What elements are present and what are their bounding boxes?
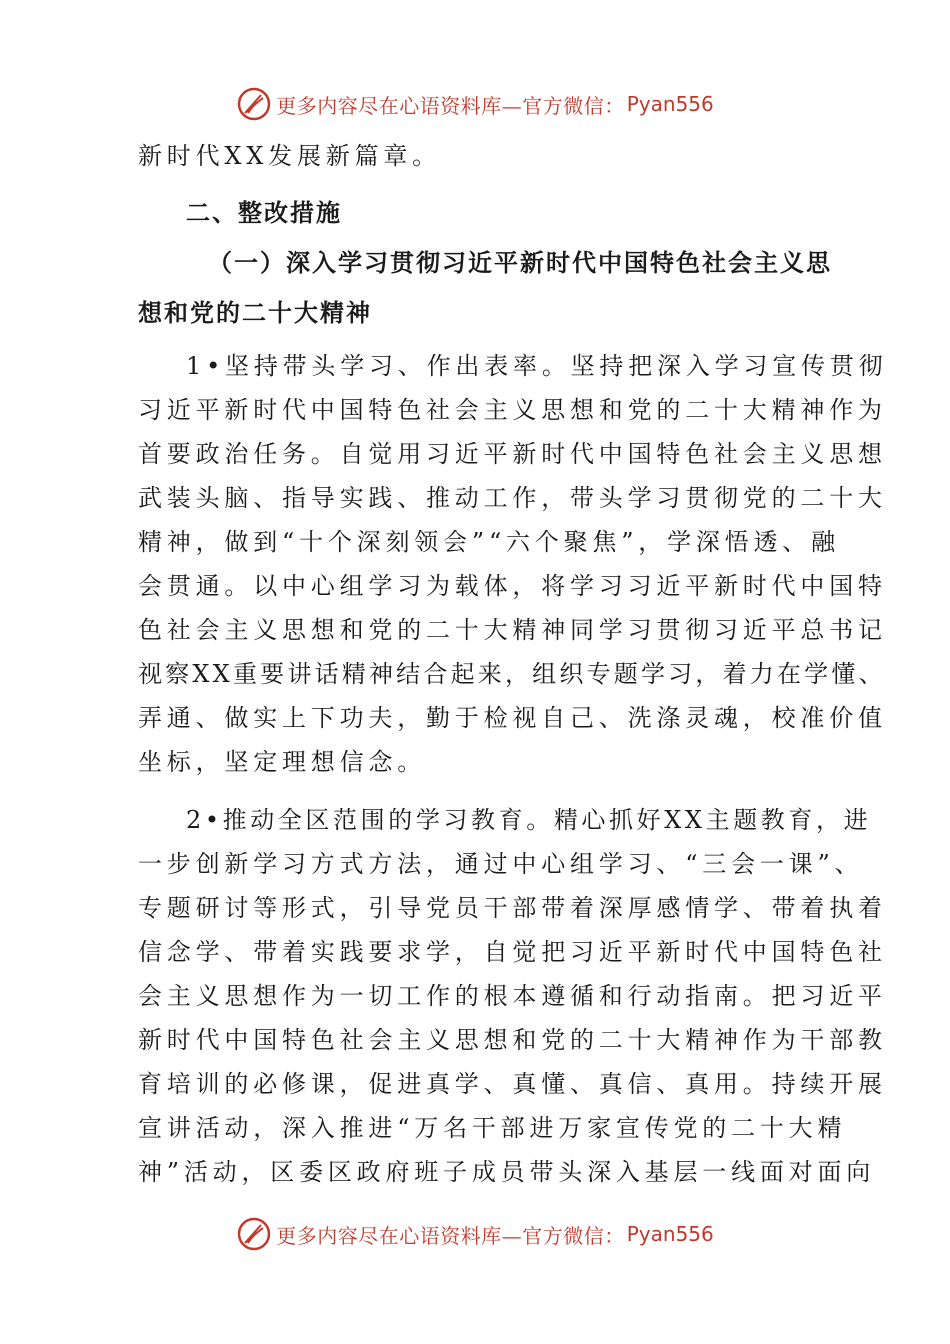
paragraph-line: 1•坚持带头学习、作出表率。坚持把深入学习宣传贯彻 <box>186 352 888 380</box>
paragraph-line: 会贯通。以中心组学习为载体，将学习习近平新时代中国特 <box>138 572 887 600</box>
quill-logo-icon <box>236 86 272 122</box>
footer-watermark <box>0 1214 950 1254</box>
paragraph-line: 首要政治任务。自觉用习近平新时代中国特色社会主义思想 <box>138 440 887 468</box>
quill-logo-icon <box>236 1216 272 1252</box>
watermark-text: 更多内容尽在心语资料库—官方微信： <box>276 1223 625 1248</box>
paragraph-line: 习近平新时代中国特色社会主义思想和党的二十大精神作为 <box>138 396 887 424</box>
paragraph-line: 坐标，坚定理想信念。 <box>138 748 426 776</box>
paragraph-line: 信念学、带着实践要求学，自觉把习近平新时代中国特色社 <box>138 938 887 966</box>
paragraph-line: 专题研讨等形式，引导党员干部带着深厚感情学、带着执着 <box>138 894 887 922</box>
continuation-line: 新时代XX发展新篇章。 <box>138 142 441 170</box>
paragraph-line: 视察XX重要讲话精神结合起来，组织专题学习，着力在学懂、 <box>138 660 886 688</box>
paragraph-line: 新时代中国特色社会主义思想和党的二十大精神作为干部教 <box>138 1026 887 1054</box>
watermark-wechat-id: Pyan556 <box>626 92 714 116</box>
document-body <box>138 134 888 1194</box>
paragraph-line: 2•推动全区范围的学习教育。精心抓好XX主题教育，进 <box>186 806 872 834</box>
watermark-text: 更多内容尽在心语资料库—官方微信： <box>276 93 625 118</box>
paragraph-1 <box>138 344 888 784</box>
section-heading: 二、整改措施 <box>186 199 342 227</box>
subsection-heading-line-2: 想和党的二十大精神 <box>138 299 372 327</box>
paragraph-line: 弄通、做实上下功夫，勤于检视自己、洗涤灵魂，校准价值 <box>138 704 887 732</box>
paragraph-line: 武装头脑、指导实践、推动工作，带头学习贯彻党的二十大 <box>138 484 887 512</box>
paragraph-2 <box>138 798 887 1194</box>
paragraph-line: 会主义思想作为一切工作的根本遵循和行动指南。把习近平 <box>138 982 887 1010</box>
paragraph-line: 育培训的必修课，促进真学、真懂、真信、真用。持续开展 <box>138 1070 887 1098</box>
paragraph-line: 宣讲活动，深入推进“万名干部进万家宣传党的二十大精 <box>138 1114 847 1142</box>
paragraph-line: 一步创新学习方式方法，通过中心组学习、“三会一课”、 <box>138 850 864 878</box>
paragraph-line: 色社会主义思想和党的二十大精神同学习贯彻习近平总书记 <box>138 616 887 644</box>
paragraph-line: 神”活动，区委区政府班子成员带头深入基层一线面对面向 <box>138 1158 876 1186</box>
watermark-wechat-id: Pyan556 <box>626 1222 714 1246</box>
paragraph-line: 精神，做到“十个深刻领会”“六个聚焦”，学深悟透、融 <box>138 528 840 556</box>
subsection-heading-line-1: （一）深入学习贯彻习近平新时代中国特色社会主义思 <box>208 249 832 277</box>
header-watermark <box>0 84 950 124</box>
